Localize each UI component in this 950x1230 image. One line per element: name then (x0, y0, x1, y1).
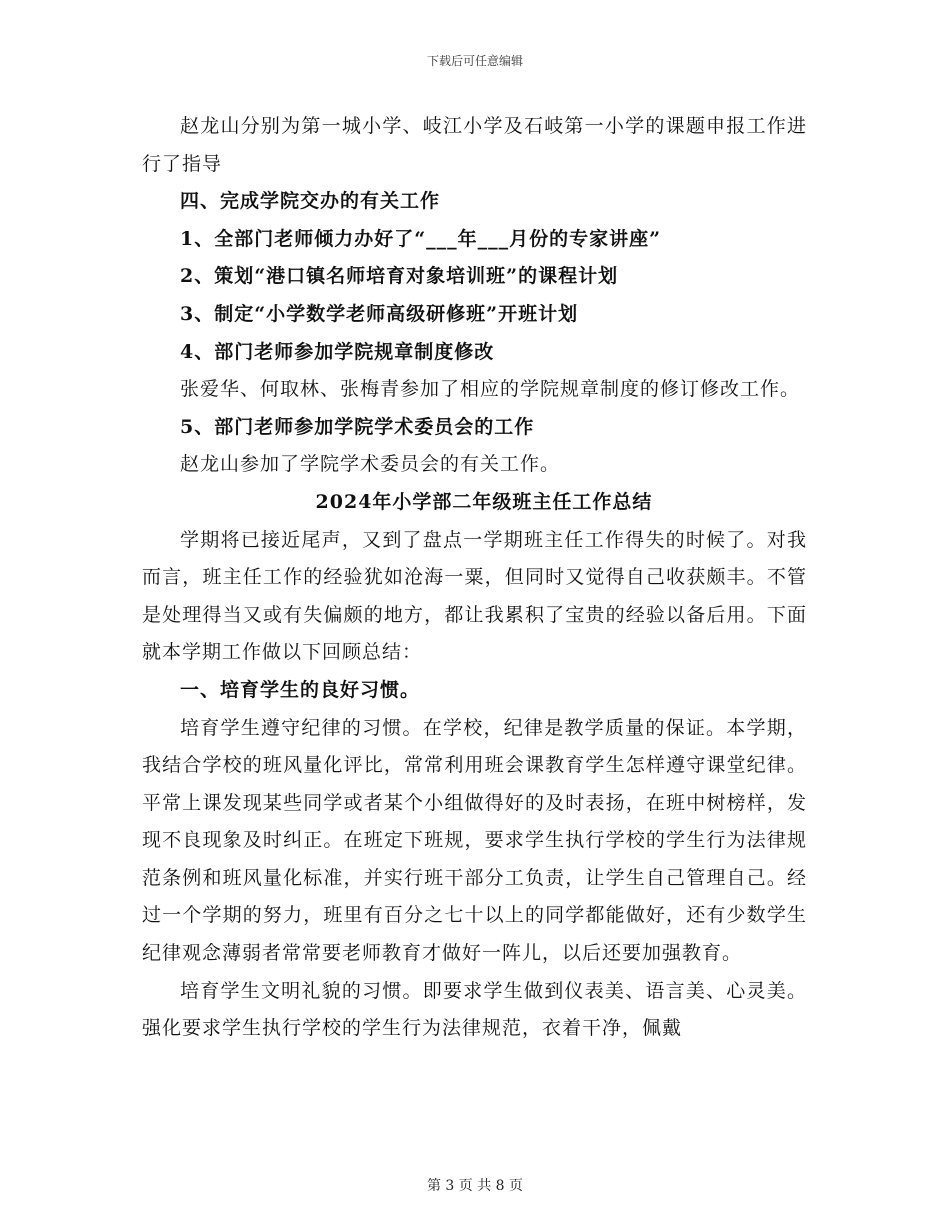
list-item-heading: 1、全部门老师倾力办好了“___年___月份的专家讲座” (180, 227, 662, 250)
section-heading: 四、完成学院交办的有关工作 (180, 190, 441, 213)
paragraph: 赵龙山分别为第一城小学、岐江小学及石岐第一小学的课题申报工作进行了指导 (142, 115, 807, 175)
paragraph: 培育学生遵守纪律的习惯。在学校，纪律是教学质量的保证。本学期，我结合学校的班风量化评比，常常利用班会课教育学生怎样遵守课堂纪律。平常上课发现某些同学或者某个小组做得好的及时表扬，在班中树榜样，发现不良现象及时纠正。在班定下班规，要求学生执行学校的学生行为法律规范条例和班风量化标准，并实行班干部分工负责，让学生自己管理自己。经过一个学期的努力，班里有百分之七十以上的同学都能做好，还有少数学生纪律观念薄弱者常常要老师教育才做好一阵儿，以后还要加强教育。 (142, 716, 807, 965)
paragraph: 学期将已接近尾声，又到了盘点一学期班主任工作得失的时候了。对我而言，班主任工作的经验犹如沧海一粟，但同时又觉得自己收获颇丰。不管是处理得当又或有失偏颇的地方，都让我累积了宝贵的经验以备后用。下面就本学期工作做以下回顾总结： (142, 528, 807, 664)
list-item-heading: 4、部门老师参加学院规章制度修改 (180, 340, 495, 363)
list-item-heading: 2、策划“港口镇名师培育对象培训班”的课程计划 (180, 265, 619, 288)
paragraph: 赵龙山参加了学院学术委员会的有关工作。 (180, 453, 561, 476)
document-title: 2024年小学部二年级班主任工作总结 (315, 490, 653, 513)
section-heading: 一、培育学生的良好习惯。 (180, 678, 421, 701)
page-footer: 第 3 页 共 8 页 (426, 1178, 524, 1194)
list-item-heading: 3、制定“小学数学老师高级研修班”开班计划 (180, 302, 579, 325)
paragraph: 张爱华、何取林、张梅青参加了相应的学院规章制度的修订修改工作。 (180, 378, 801, 401)
page-header: 下载后可任意编辑 (426, 54, 523, 68)
document-body (142, 108, 807, 1048)
list-item-heading: 5、部门老师参加学院学术委员会的工作 (180, 415, 535, 438)
paragraph: 培育学生文明礼貌的习惯。即要求学生做到仪表美、语言美、心灵美。强化要求学生执行学校的学生行为法律规范，衣着干净，佩戴 (142, 979, 807, 1040)
